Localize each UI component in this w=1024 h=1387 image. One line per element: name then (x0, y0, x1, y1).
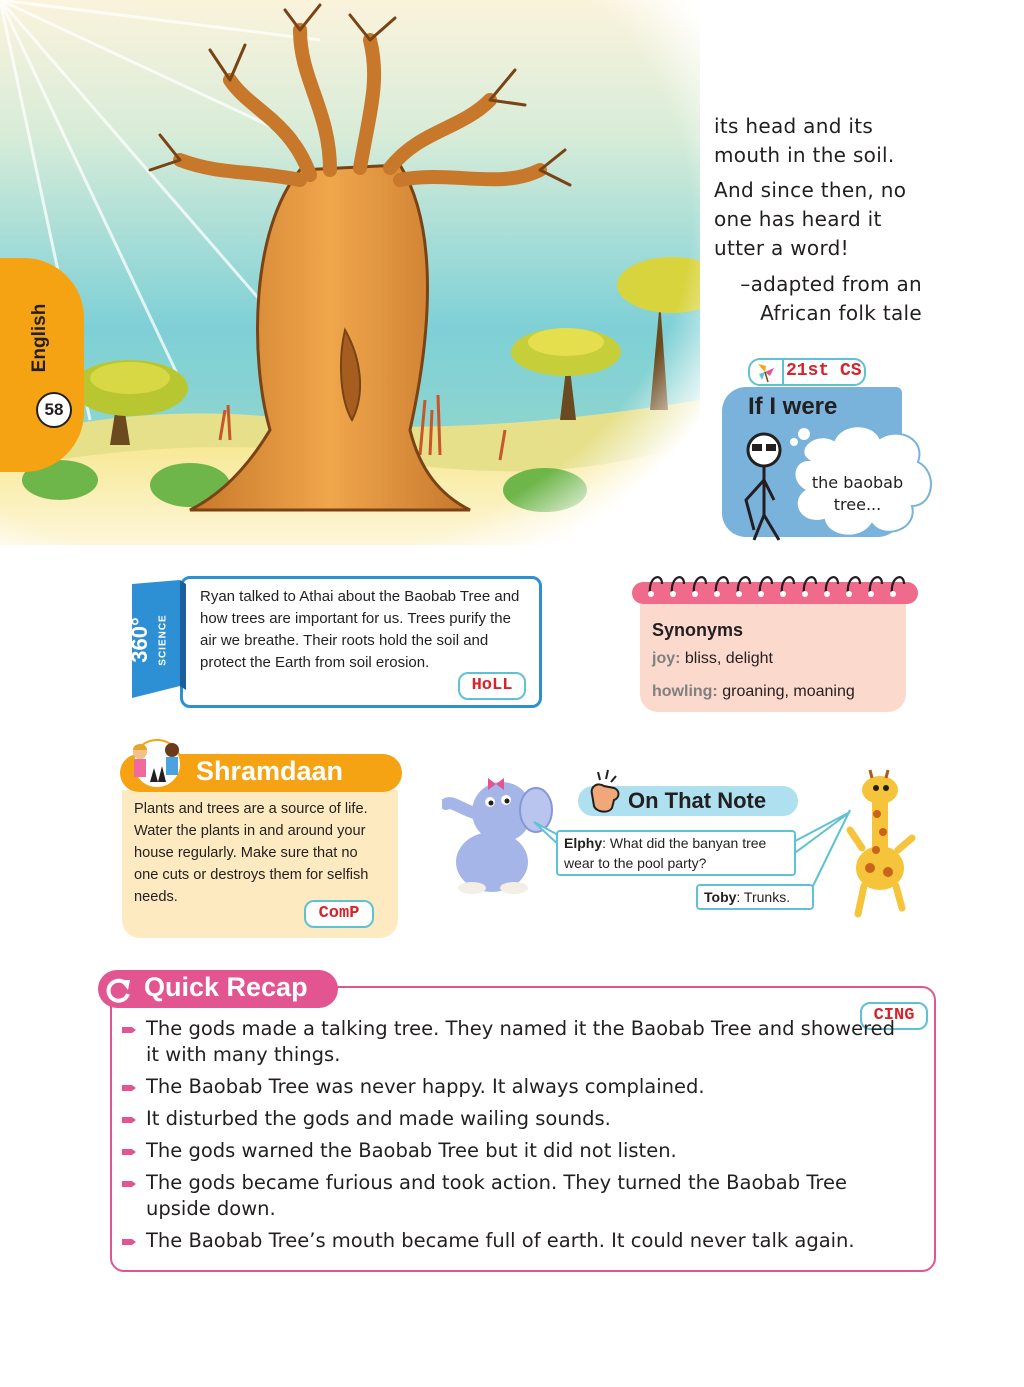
on-that-note-title: On That Note (628, 788, 767, 813)
pinwheel-icon (750, 360, 784, 384)
recap-item-text: The Baobab Tree’s mouth became full of earth. It could never talk again. (146, 1229, 855, 1252)
story-line: its head and its (714, 114, 874, 138)
source-line: African folk tale (760, 301, 922, 325)
science-360-text: Ryan talked to Athai about the Baobab Tree and how trees are important for us. Trees purify the air we breathe. Their roots hold the soil and protect the Earth from soil erosion. (200, 588, 520, 671)
toby-speech-bubble (696, 884, 814, 910)
shramdaan-title: Shramdaan (196, 756, 344, 786)
story-line: And since then, no (714, 178, 907, 202)
synonym-meaning: bliss, delight (684, 650, 773, 667)
recap-item-text: The gods warned the Baobab Tree but it did not listen. (146, 1139, 677, 1162)
shramdaan-text: Plants and trees are a source of life. Water the plants in and around your house regularly. Make sure that no one cuts or destroys them for selfish needs. (134, 801, 369, 905)
elphy-speech-bubble (556, 830, 796, 876)
recap-list (120, 1016, 900, 1260)
story-source (714, 270, 922, 328)
recap-item-text: The Baobab Tree was never happy. It always complained. (146, 1075, 705, 1098)
pencil-bullet-icon (122, 1025, 136, 1035)
source-line: –adapted from an (740, 272, 922, 296)
recap-item (120, 1138, 900, 1164)
story-line: mouth in the soil. (714, 143, 895, 167)
story-line: one has heard it (714, 207, 882, 231)
science-360-label: SCIENCE (157, 614, 169, 666)
pencil-bullet-icon (122, 1115, 136, 1125)
synonym-word: howling: (652, 683, 718, 700)
recap-item-text: The gods made a talking tree. They named it the Baobab Tree and showered it with many things. (146, 1017, 896, 1066)
twenty-first-cs-badge (748, 358, 866, 386)
comp-tag: ComP (304, 900, 374, 928)
recap-item-text: The gods became furious and took action. They turned the Baobab Tree upside down. (146, 1171, 847, 1220)
recap-item (120, 1106, 900, 1132)
subject-label: English (29, 303, 50, 373)
page-number: 58 (36, 392, 72, 428)
pencil-bullet-icon (122, 1179, 136, 1189)
side-tab (0, 258, 84, 472)
synonym-row (652, 650, 773, 668)
spiral-rings-icon (640, 566, 920, 600)
recap-item (120, 1228, 900, 1254)
elphy-line: : What did the banyan tree wear to the pool party? (564, 835, 767, 871)
recap-item (120, 1016, 900, 1068)
synonym-meaning: groaning, moaning (722, 683, 855, 700)
pencil-bullet-icon (122, 1083, 136, 1093)
twenty-first-cs-label: 21st CS (786, 361, 862, 381)
story-paragraph-2 (714, 176, 906, 263)
cing-tag: CING (860, 1002, 928, 1030)
if-i-were-title: If I were (748, 393, 838, 420)
recap-item-text: It disturbed the gods and made wailing sounds. (146, 1107, 611, 1130)
thought-bubble-text: the baobab tree... (811, 473, 904, 514)
refresh-arrow-icon (104, 976, 134, 1004)
story-line: utter a word! (714, 236, 849, 260)
story-paragraph-1 (714, 112, 895, 170)
elphy-name: Elphy (564, 835, 603, 851)
quick-recap-title: Quick Recap (144, 972, 308, 1002)
recap-item (120, 1074, 900, 1100)
recap-item (120, 1170, 900, 1222)
synonym-row (652, 683, 855, 701)
baobab-tree-illustration (0, 0, 700, 545)
pencil-bullet-icon (122, 1147, 136, 1157)
pencil-bullet-icon (122, 1237, 136, 1247)
giraffe-icon (842, 768, 924, 918)
holl-tag: HoLL (458, 672, 526, 700)
science-360-number: 360° (127, 617, 152, 663)
children-icon (120, 738, 194, 790)
synonym-word: joy: (652, 650, 681, 667)
toby-name: Toby (704, 889, 737, 905)
synonyms-title: Synonyms (652, 620, 744, 640)
toby-line: : Trunks. (736, 889, 791, 905)
